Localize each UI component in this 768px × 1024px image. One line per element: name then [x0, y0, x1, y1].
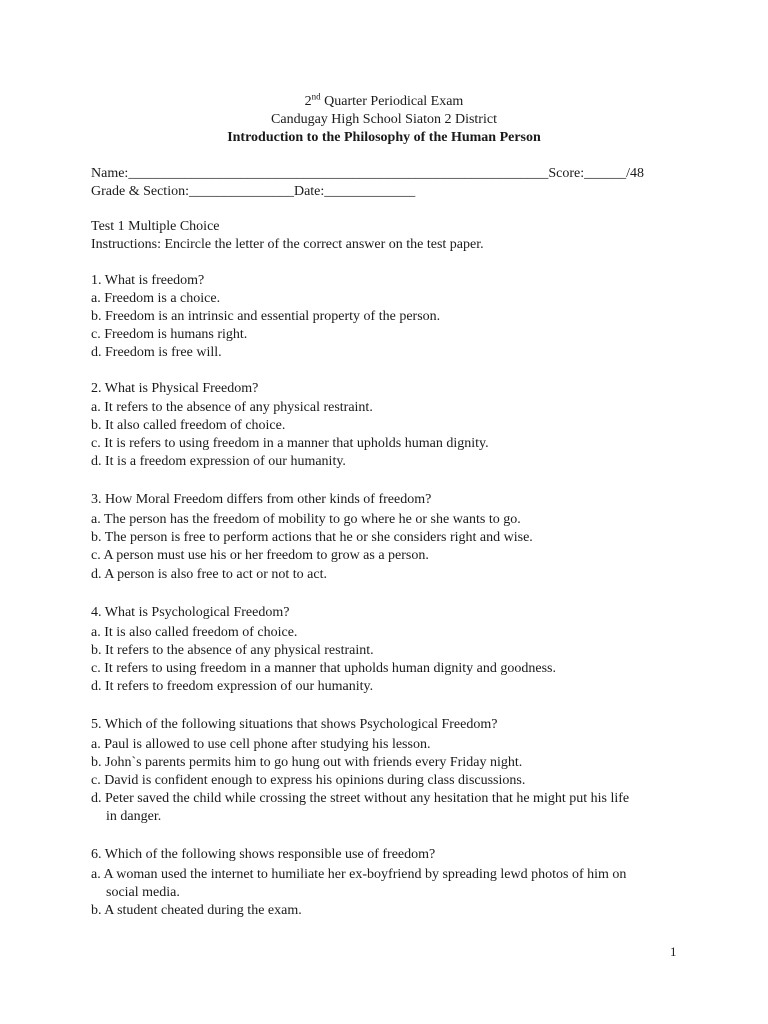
question-4: 4. What is Psychological Freedom? [91, 605, 290, 620]
question-4-option-a: a. It is also called freedom of choice. [91, 625, 298, 640]
exam-title: 2nd Quarter Periodical Exam [304, 91, 464, 109]
test-title: Test 1 Multiple Choice [91, 219, 220, 234]
question-6-option-b: b. A student cheated during the exam. [91, 903, 302, 918]
school-name: Candugay High School Siaton 2 District [271, 112, 497, 127]
question-1-option-b: b. Freedom is an intrinsic and essential property of the person. [91, 309, 441, 324]
exam-header [0, 93, 768, 147]
question-5-option-d-continued: in danger. [106, 809, 162, 824]
subject-title: Introduction to the Philosophy of the Human Person [227, 130, 541, 145]
question-5: 5. Which of the following situations that shows Psychological Freedom? [91, 717, 498, 732]
question-3-option-c: c. A person must use his or her freedom to grow as a person. [91, 548, 429, 563]
question-2-option-c: c. It is refers to using freedom in a manner that upholds human dignity. [91, 436, 489, 451]
question-6-option-a-continued: social media. [106, 885, 180, 900]
question-3-option-b: b. The person is free to perform actions that he or she considers right and wise. [91, 530, 533, 545]
question-6: 6. Which of the following shows responsible use of freedom? [91, 847, 436, 862]
question-1-option-c: c. Freedom is humans right. [91, 327, 248, 342]
test-instructions: Instructions: Encircle the letter of the correct answer on the test paper. [91, 237, 484, 252]
grade-date-line: Grade & Section:_______________Date:_____________ [91, 184, 416, 199]
question-5-option-a: a. Paul is allowed to use cell phone after studying his lesson. [91, 737, 431, 752]
question-2-option-b: b. It also called freedom of choice. [91, 418, 286, 433]
question-4-option-d: d. It refers to freedom expression of our humanity. [91, 679, 374, 694]
question-5-option-d: d. Peter saved the child while crossing the street without any hesitation that he might put his life [91, 791, 630, 806]
question-5-option-b: b. John`s parents permits him to go hung out with friends every Friday night. [91, 755, 523, 770]
question-4-option-b: b. It refers to the absence of any physical restraint. [91, 643, 374, 658]
question-3: 3. How Moral Freedom differs from other kinds of freedom? [91, 492, 432, 507]
question-6-option-a: a. A woman used the internet to humiliate her ex-boyfriend by spreading lewd photos of him on [91, 867, 627, 882]
question-2: 2. What is Physical Freedom? [91, 381, 259, 396]
question-3-option-a: a. The person has the freedom of mobility to go where he or she wants to go. [91, 512, 521, 527]
question-1-option-d: d. Freedom is free will. [91, 345, 222, 360]
page-number: 1 [670, 944, 677, 959]
question-1-option-a: a. Freedom is a choice. [91, 291, 221, 306]
question-2-option-d: d. It is a freedom expression of our humanity. [91, 454, 346, 469]
question-1: 1. What is freedom? [91, 273, 205, 288]
question-5-option-c: c. David is confident enough to express his opinions during class discussions. [91, 773, 526, 788]
question-3-option-d: d. A person is also free to act or not to act. [91, 567, 327, 582]
name-score-line: Name:____________________________________________________________Score:______/48 [91, 166, 644, 181]
question-4-option-c: c. It refers to using freedom in a manner that upholds human dignity and goodness. [91, 661, 557, 676]
question-2-option-a: a. It refers to the absence of any physical restraint. [91, 400, 373, 415]
